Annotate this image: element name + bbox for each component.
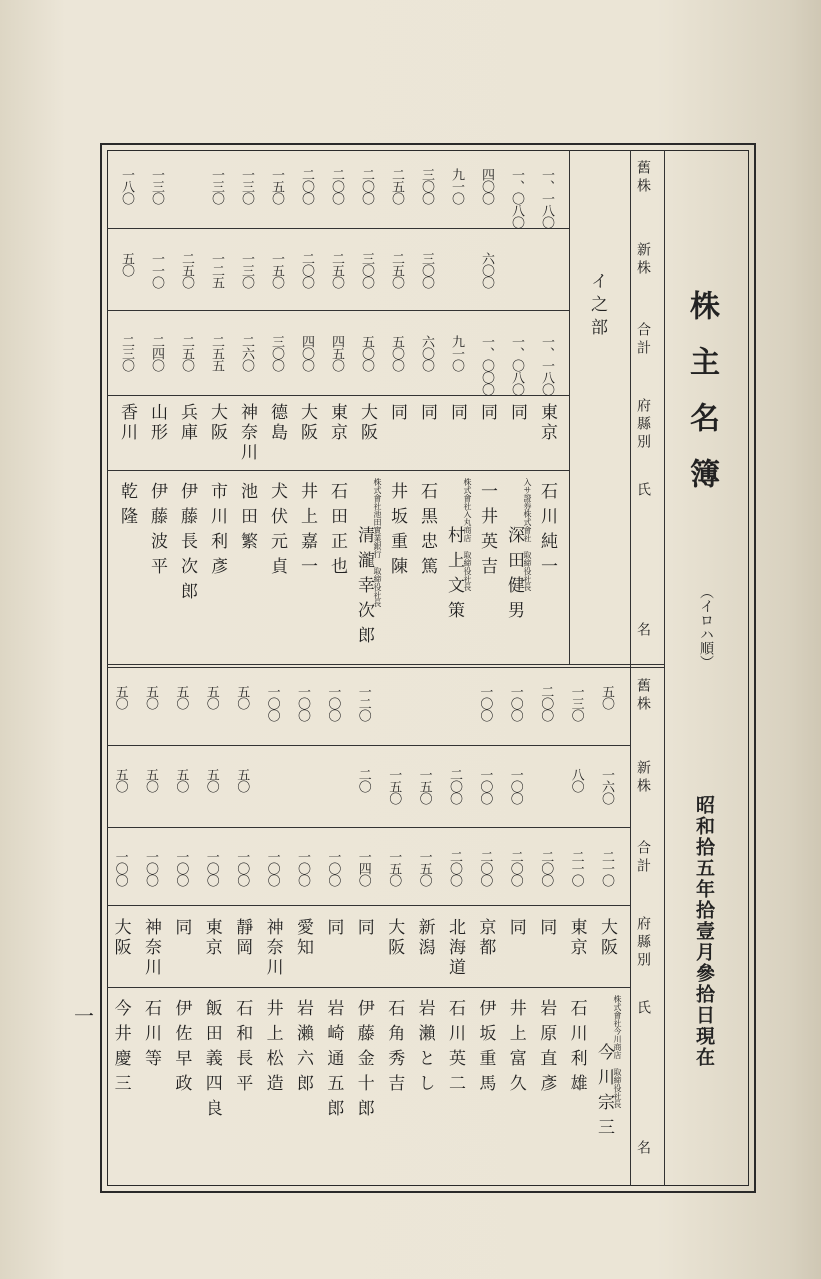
bottom-row-6-new: 一五〇 [416,768,432,804]
top-row-12-total: 二五〇 [179,335,194,371]
top-row-1-pref: 同 [507,403,527,423]
bottom-row-0-old: 五〇 [599,685,614,709]
top-row-4-name: 石黒忠篤 [417,482,437,582]
top-row-14-total: 二三〇 [119,335,134,371]
section-label: イ之部 [587,272,607,341]
bottom-row-13-name: 飯田義四良 [201,999,222,1124]
top-row-3-total: 九一〇 [449,335,464,371]
top-row-0-name: 石川純一 [537,482,557,582]
bottom-row-14-total: 一〇〇 [173,850,189,886]
bottom-header-name-first: 氏 [635,1000,651,1018]
top-row-9-old: 一五〇 [269,168,284,204]
bottom-row-1-old: 一三〇 [568,685,584,721]
bottom-row-9-pref: 同 [323,918,344,938]
bottom-row-1-name: 石川利雄 [566,999,587,1099]
bottom-row-10-total: 一〇〇 [295,850,310,886]
bottom-row-14-name: 伊佐早政 [171,999,192,1099]
bottom-row-4-name: 伊坂重馬 [475,999,496,1099]
bottom-row-11-name: 井上松造 [262,999,283,1099]
bottom-row-0-total: 二一〇 [599,850,614,886]
header-split [630,664,664,665]
bottom-row-5-name: 石川英二 [445,999,465,1099]
top-row-12-new: 二五〇 [179,252,194,288]
bottom-row-8-old: 一二〇 [355,685,371,721]
top-row-3-title-note: 株式會社入丸商店 取締役社長 [463,478,472,591]
top-row-13-name: 伊藤波平 [147,482,167,582]
bottom-row-7-new: 一五〇 [386,768,402,804]
bottom-row-4-new: 一〇〇 [477,768,493,804]
bottom-row-16-new: 五〇 [112,768,128,792]
bottom-row-8-total: 一四〇 [355,850,371,886]
bottom-row-0-name: 今川宗三 [594,1043,614,1143]
bottom-row-6-pref: 新潟 [414,918,435,958]
bottom-row-3-pref: 同 [505,918,526,938]
top-row-2-name: 一井英吉 [477,482,497,582]
bottom-row-11-old: 一〇〇 [264,685,280,721]
top-header-name-first: 氏 [635,482,651,500]
bottom-row-3-new: 一〇〇 [507,768,523,804]
top-row-2-new: 六〇〇 [479,252,494,288]
top-row-13-total: 二四〇 [149,335,164,371]
bottom-row-4-old: 一〇〇 [477,685,493,721]
bottom-row-10-old: 一〇〇 [295,685,310,721]
top-row-8-total: 四〇〇 [299,335,314,371]
top-row-12-name: 伊藤長次郎 [177,482,197,607]
top-row-10-old: 一三〇 [239,168,254,204]
top-row-3-old: 九一〇 [449,168,464,204]
top-row-2-pref: 同 [477,403,497,423]
bottom-header-old: 舊株 [635,678,651,714]
top-row-3-pref: 同 [447,403,467,423]
bottom-row-4-total: 二〇〇 [477,850,493,886]
bottom-row-2-total: 二〇〇 [538,850,554,886]
bottom-row-2-old: 二〇〇 [538,685,554,721]
bottom-row-1-pref: 東京 [566,918,587,958]
bottom-row-15-pref: 神奈川 [141,918,161,978]
bottom-header-pref: 府縣別 [635,916,651,970]
top-row-0-old: 一、一八〇 [539,168,554,228]
top-row-1-total: 一、〇八〇 [509,335,524,395]
bottom-row-2-name: 岩原直彥 [536,999,557,1099]
bottom-sep-old [107,745,630,746]
bottom-row-14-new: 五〇 [173,768,189,792]
top-row-11-pref: 大阪 [207,403,227,443]
top-row-9-pref: 德島 [267,403,287,443]
top-row-2-total: 一、〇〇〇 [479,335,494,395]
bottom-header-total: 合計 [635,840,651,876]
top-row-5-total: 五〇〇 [389,335,404,371]
page-mark: 一 [74,1004,94,1028]
top-row-10-pref: 神奈川 [237,403,257,463]
top-row-10-new: 一三〇 [239,252,254,288]
top-row-6-name: 清瀧幸次郎 [354,526,374,651]
bottom-row-13-total: 一〇〇 [203,850,219,886]
bottom-row-12-name: 石和長平 [232,999,253,1099]
top-row-4-old: 三〇〇 [419,168,434,204]
register-title: 株主名簿 [684,290,719,514]
top-row-7-new: 二五〇 [329,252,344,288]
top-sep-new [107,310,569,311]
bottom-row-12-old: 五〇 [234,685,250,709]
bottom-row-14-pref: 同 [171,918,192,938]
bottom-row-10-name: 岩瀨六郎 [293,999,313,1099]
bottom-row-2-pref: 同 [536,918,557,938]
bottom-row-15-new: 五〇 [143,768,158,792]
top-row-7-pref: 東京 [327,403,347,443]
top-row-10-name: 池田繁 [237,482,257,557]
top-row-7-total: 四五〇 [329,335,344,371]
bottom-row-7-pref: 大阪 [384,918,405,958]
bottom-row-1-new: 八〇 [568,768,584,792]
top-sep-old [107,228,569,229]
bottom-row-3-old: 一〇〇 [507,685,523,721]
bottom-row-12-new: 五〇 [234,768,250,792]
top-row-5-old: 二五〇 [389,168,404,204]
bottom-sep-new [107,827,630,828]
top-row-4-new: 三〇〇 [419,252,434,288]
bottom-row-15-total: 一〇〇 [143,850,158,886]
block-split-double [107,667,630,668]
top-row-8-name: 井上嘉一 [297,482,317,582]
header-divider [630,150,631,1186]
bottom-row-9-old: 一〇〇 [325,685,341,721]
top-row-11-new: 一二五 [209,252,224,288]
top-header-old: 舊株 [635,160,651,196]
bottom-row-16-pref: 大阪 [110,918,131,958]
bottom-sep-pref [107,987,630,988]
bottom-row-10-pref: 愛知 [293,918,313,958]
top-row-3-name: 村上文策 [444,526,464,626]
top-row-6-title-note: 株式會社池田實業銀行 取締役社長 [373,478,382,607]
top-row-13-pref: 山形 [147,403,167,443]
title-divider [664,150,665,1186]
top-row-5-pref: 同 [387,403,407,423]
top-header-name-last: 名 [635,622,651,640]
bottom-row-6-total: 一五〇 [416,850,432,886]
top-row-9-name: 犬伏元貞 [267,482,287,582]
bottom-row-5-pref: 北海道 [445,918,465,978]
bottom-row-8-pref: 同 [353,918,374,938]
bottom-row-5-total: 二〇〇 [447,850,462,886]
top-row-0-pref: 東京 [537,403,557,443]
top-row-14-pref: 香川 [117,403,137,443]
top-row-6-total: 五〇〇 [359,335,374,371]
bottom-row-9-total: 一〇〇 [325,850,341,886]
top-row-1-name: 深田健男 [504,526,524,626]
top-row-6-new: 三〇〇 [359,252,374,288]
top-row-5-name: 井坂重陳 [387,482,407,582]
bottom-row-4-pref: 京都 [475,918,496,958]
top-sep-pref [107,470,569,471]
top-row-0-total: 一、一八〇 [539,335,554,395]
bottom-row-6-name: 岩瀨とし [414,999,435,1099]
top-sep-total [107,395,569,396]
top-row-1-title-note: 入サ證券株式會社 取締役社長 [523,478,532,591]
top-row-4-pref: 同 [417,403,437,423]
top-header-total: 合計 [635,322,651,358]
top-row-12-pref: 兵庫 [177,403,197,443]
top-row-8-new: 二〇〇 [299,252,314,288]
top-row-11-old: 一三〇 [209,168,224,204]
bottom-row-8-name: 伊藤金十郎 [353,999,374,1124]
top-row-8-pref: 大阪 [297,403,317,443]
bottom-row-13-pref: 東京 [201,918,222,958]
bottom-row-3-total: 二〇〇 [507,850,523,886]
top-row-13-old: 一三〇 [149,168,164,204]
top-row-14-new: 五〇 [119,252,134,276]
bottom-sep-total [107,905,630,906]
top-row-8-old: 二〇〇 [299,168,314,204]
top-row-6-pref: 大阪 [357,403,377,443]
top-row-7-old: 二〇〇 [329,168,344,204]
register-subtitle: （イロハ順） [698,585,714,669]
bottom-header-new: 新株 [635,760,651,796]
top-row-9-new: 一五〇 [269,252,284,288]
top-row-7-name: 石田正也 [327,482,347,582]
bottom-row-7-total: 一五〇 [386,850,402,886]
top-header-pref: 府縣別 [635,398,651,452]
bottom-row-5-new: 二〇〇 [447,768,462,804]
top-row-10-total: 二六〇 [239,335,254,371]
bottom-row-12-pref: 靜岡 [232,918,253,958]
bottom-row-8-new: 二〇 [355,768,371,792]
header-split-double [630,667,664,668]
bottom-row-3-name: 井上富久 [505,999,526,1099]
bottom-row-0-new: 一六〇 [599,768,614,804]
bottom-row-7-name: 石角秀吉 [384,999,405,1099]
top-row-14-old: 一八〇 [119,168,134,204]
top-row-4-total: 六〇〇 [419,335,434,371]
register-date: 昭和拾五年拾壹月參拾日現在 [693,795,715,1068]
bottom-row-15-old: 五〇 [143,685,158,709]
bottom-header-name-last: 名 [635,1140,651,1158]
bottom-row-13-new: 五〇 [203,768,219,792]
bottom-row-16-old: 五〇 [112,685,128,709]
bottom-row-9-name: 岩崎通五郎 [323,999,344,1124]
bottom-row-0-title-note: 株式會社今川商店 取締役社長 [613,995,622,1108]
top-row-1-old: 一、〇八〇 [509,168,524,228]
top-row-13-new: 一一〇 [149,252,164,288]
bottom-row-13-old: 五〇 [203,685,219,709]
bottom-row-16-total: 一〇〇 [112,850,128,886]
top-row-5-new: 二五〇 [389,252,404,288]
bottom-row-12-total: 一〇〇 [234,850,250,886]
bottom-row-1-total: 二一〇 [568,850,584,886]
top-row-11-name: 市川利彥 [207,482,227,582]
bottom-row-0-pref: 大阪 [597,918,617,958]
bottom-row-15-name: 石川等 [141,999,161,1074]
bottom-row-14-old: 五〇 [173,685,189,709]
section-divider [569,150,570,665]
block-split [107,664,630,665]
bottom-row-16-name: 今井慶三 [110,999,131,1099]
top-row-11-total: 二五五 [209,335,224,371]
top-row-14-name: 乾隆 [117,482,137,532]
top-row-2-old: 四〇〇 [479,168,494,204]
top-row-9-total: 三〇〇 [269,335,284,371]
bottom-row-11-pref: 神奈川 [262,918,283,978]
bottom-row-11-total: 一〇〇 [264,850,280,886]
top-header-new: 新株 [635,242,651,278]
top-row-6-old: 二〇〇 [359,168,374,204]
